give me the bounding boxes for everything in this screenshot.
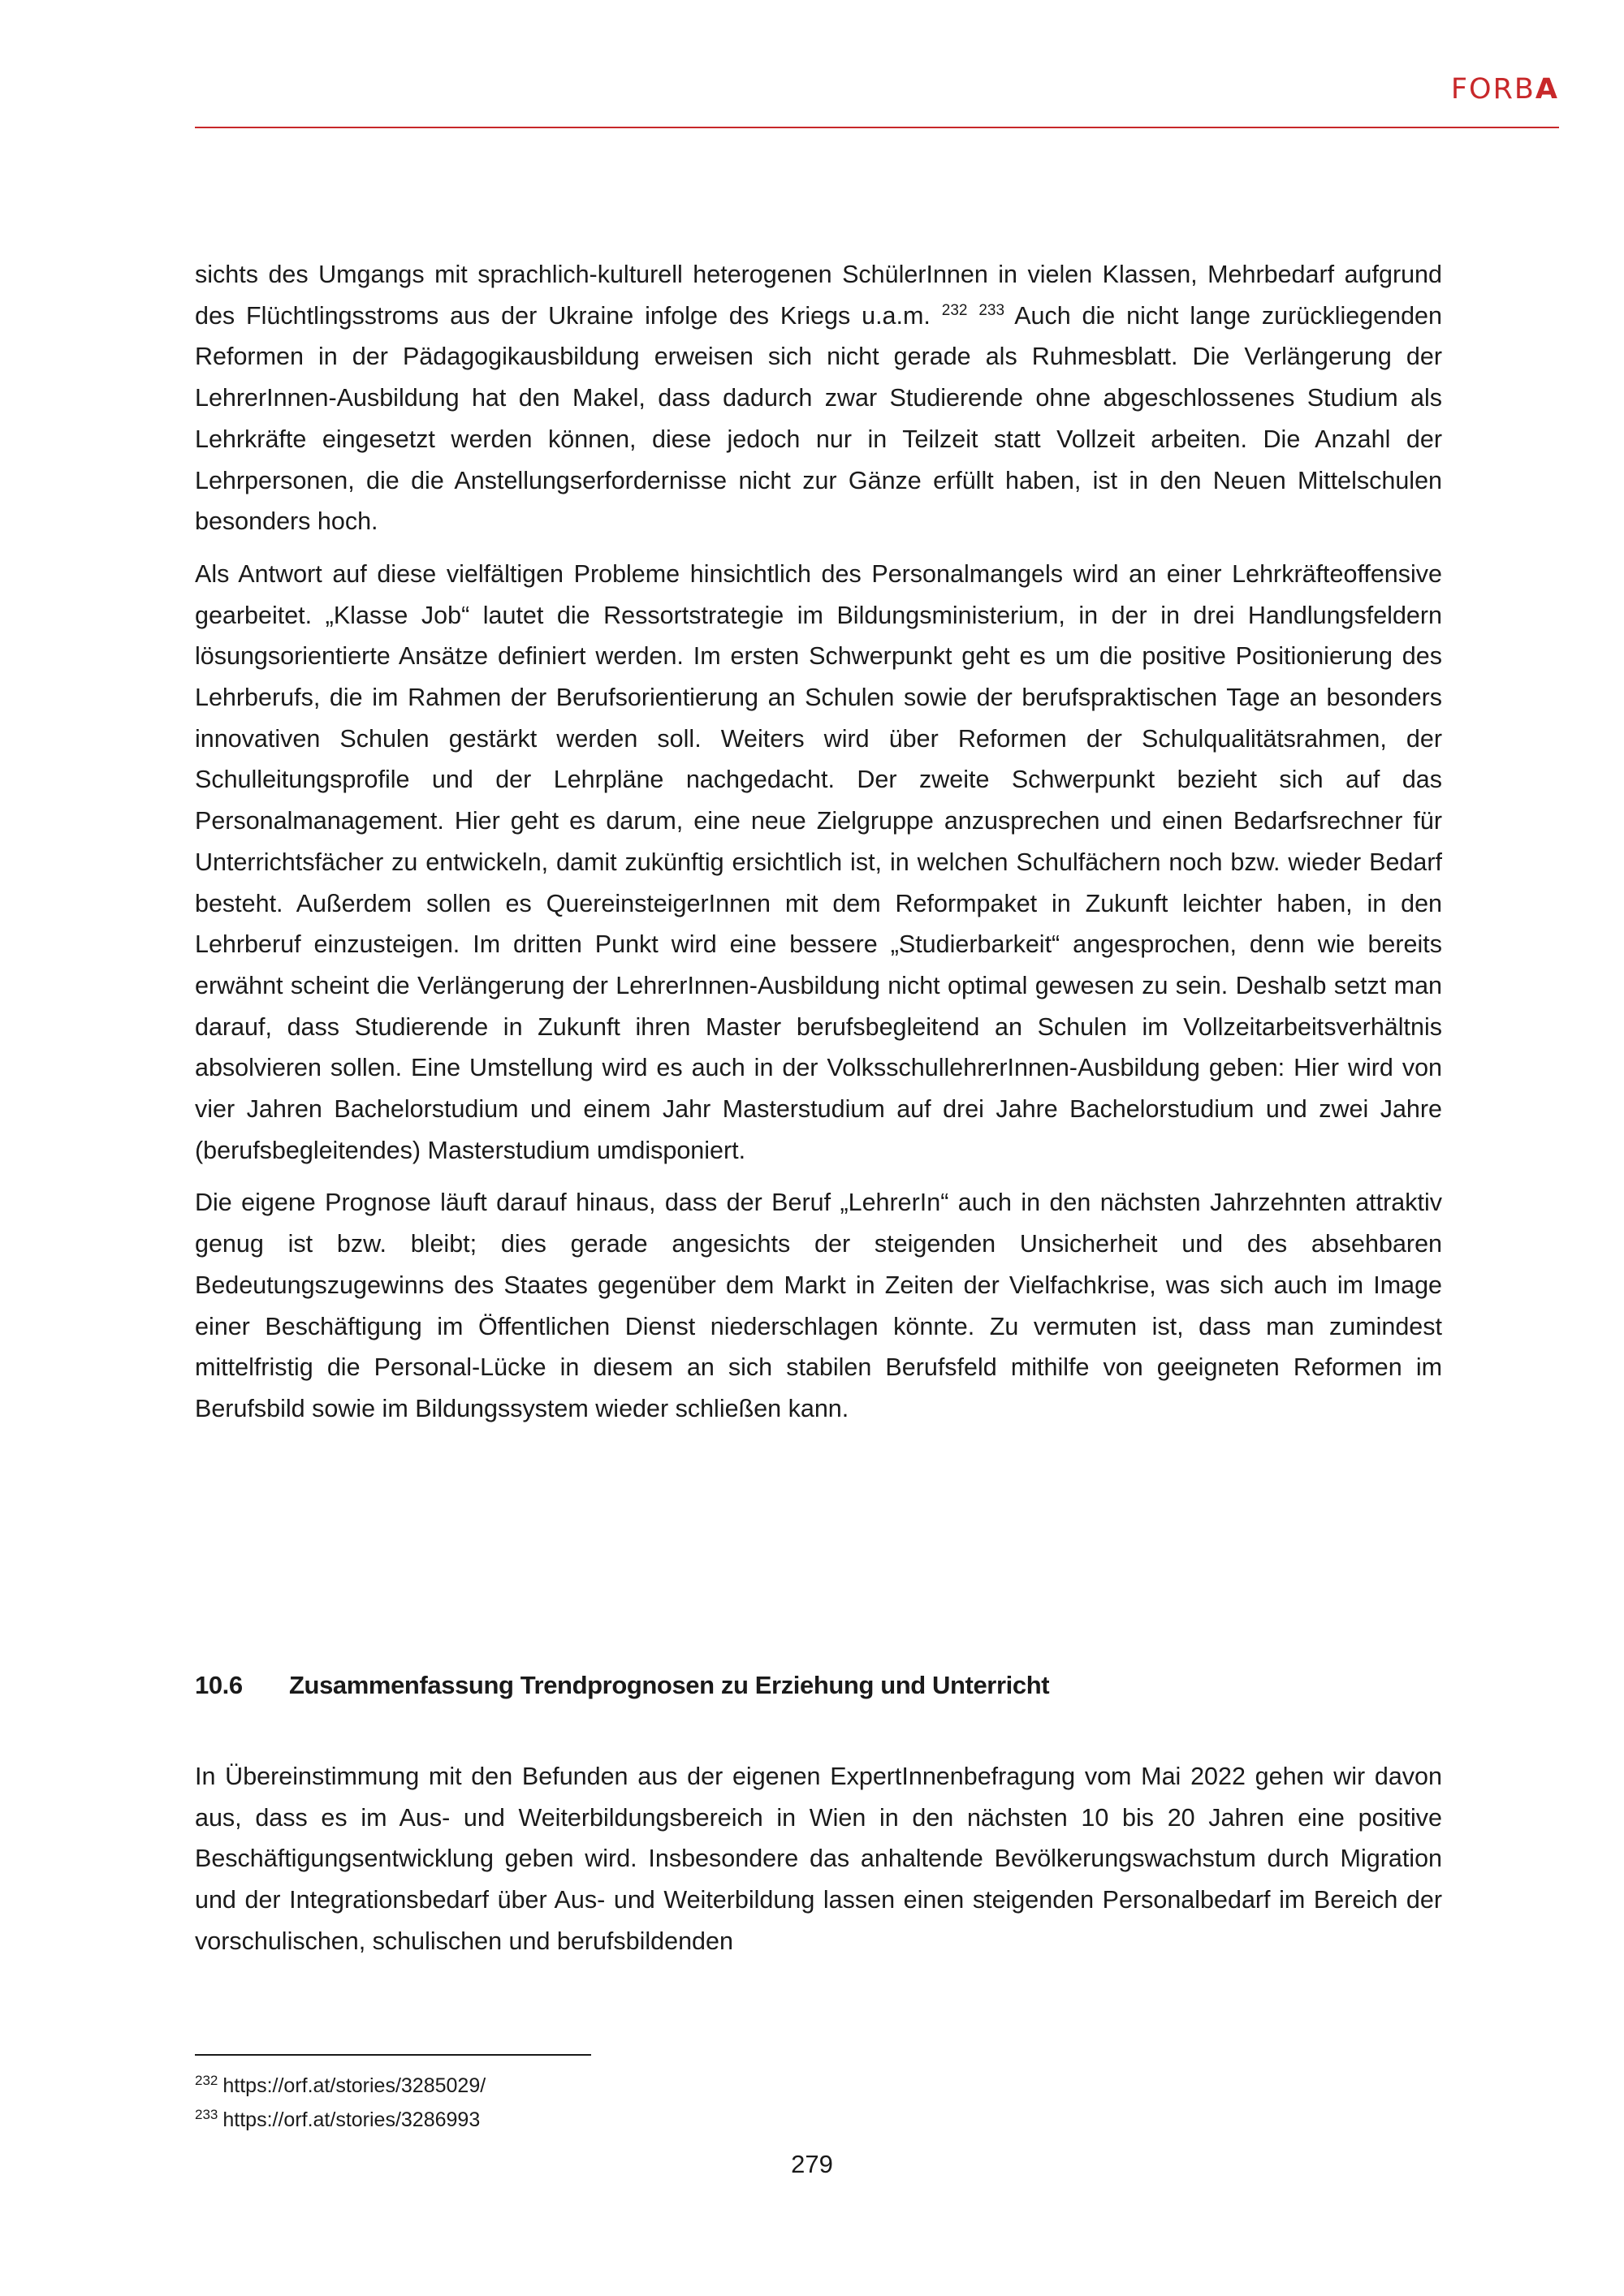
footnote-number: 233 (195, 2107, 218, 2122)
paragraph-3: Die eigene Prognose läuft darauf hinaus, dass der Beruf „LehrerIn“ auch in den nächsten Jahrzehnten attraktiv genug ist bzw. bleibt; dies gerade angesichts der steigenden Unsicherheit und des absehbaren Bedeutungszugewinns des Staates gegenüber dem Markt in Zeiten der Vielfachkrise, was sich auch im Image einer Beschäftigung im Öffentlichen Dienst niederschlagen könnte. Zu vermuten ist, dass man zumindest mittelfristig die Personal-Lücke in diesem an sich stabilen Berufsfeld mithilfe von geeigneten Reformen im Berufsbild sowie im Bildungssystem wieder schließen kann. (195, 1189, 1442, 1422)
section-paragraph-1: In Übereinstimmung mit den Befunden aus der eigenen ExpertInnenbefragung vom Mai 2022 gehen wir davon aus, dass es im Aus- und Weiterbildungsbereich in Wien in den nächsten 10 bis 20 Jahren eine positive Beschäftigungsentwicklung geben wird. Insbesondere das anhaltende Bevölkerungswachstum durch Migration und der Integrationsbedarf über Aus- und Weiterbildung lassen einen steigenden Personalbedarf im Bereich der vorschulischen, schulischen und berufsbildenden (195, 1763, 1442, 1955)
section-number: 10.6 (195, 1671, 243, 1699)
paragraph-1 (195, 254, 1442, 542)
footnote-232 (195, 2069, 1007, 2103)
paragraph-1-text-continued: Auch die nicht lange zurückliegenden Reformen in der Pädagogikausbildung erweisen sich nicht gerade als Ruhmesblatt. Die Verlängerung der LehrerInnen-Ausbildung hat den Makel, dass dadurch zwar Studierende ohne abgeschlossenes Studium als Lehrkräfte eingesetzt werden können, diese jedoch nur in Teilzeit statt Vollzeit arbeiten. Die Anzahl der Lehrpersonen, die die Anstellungserfordernisse nicht zur Gänze erfüllt haben, ist in den Neuen Mittelschulen besonders hoch. (195, 301, 1442, 536)
footnote-ref-233[interactable]: 233 (978, 301, 1005, 319)
footnote-divider (195, 2054, 591, 2056)
section-text (195, 1756, 1442, 1974)
section-heading (195, 1671, 1442, 1700)
forba-logo (1451, 73, 1559, 106)
main-text (195, 254, 1442, 1441)
footnotes (195, 2069, 1007, 2137)
paragraph-2: Als Antwort auf diese vielfältigen Probleme hinsichtlich des Personalmangels wird an einer Lehrkräfteoffensive gearbeitet. „Klasse Job“ lautet die Ressortstrategie im Bildungsministerium, in der in drei Handlungsfeldern lösungsorientierte Ansätze definiert werden. Im ersten Schwerpunkt geht es um die positive Positionierung des Lehrberufs, die im Rahmen der Berufsorientierung an Schulen sowie der berufspraktischen Tage an besonders innovativen Schulen gestärkt werden soll. Weiters wird über Reformen der Schulqualitätsrahmen, der Schulleitungsprofile und der Lehrpläne nachgedacht. Der zweite Schwerpunkt bezieht sich auf das Personalmanagement. Hier geht es darum, eine neue Zielgruppe anzusprechen und einen Bedarfsrechner für Unterrichtsfächer zu entwickeln, damit zukünftig ersichtlich ist, in welchen Schulfächern noch bzw. wieder Bedarf besteht. Außerdem sollen es QuereinsteigerInnen mit dem Reformpaket in Zukunft leichter haben, in den Lehrberuf einzusteigen. Im dritten Punkt wird eine bessere „Studierbarkeit“ angesprochen, denn wie bereits erwähnt scheint die Verlängerung der LehrerInnen-Ausbildung nicht optimal gewesen zu sein. Deshalb setzt man darauf, dass Studierende in Zukunft ihren Master berufsbegleitend an Schulen im Vollzeitarbeitsverhältnis absolvieren sollen. Eine Umstellung wird es auch in der VolksschullehrerInnen-Ausbildung geben: Hier wird von vier Jahren Bachelorstudium und einem Jahr Masterstudium auf drei Jahre Bachelorstudium und zwei Jahre (berufsbegleitendes) Masterstudium umdisponiert. (195, 559, 1442, 1164)
paragraph-1-text: sichts des Umgangs mit sprachlich-kulturell heterogenen SchülerInnen in vielen Klassen, Mehrbedarf aufgrund des Flüchtlingsstroms aus der Ukraine infolge des Kriegs u.a.m. (195, 261, 1442, 330)
footnote-233 (195, 2103, 1007, 2137)
section-title: Zusammenfassung Trendprognosen zu Erziehung und Unterricht (289, 1671, 1050, 1699)
footnote-ref-232[interactable]: 232 (941, 301, 968, 319)
logo-text-suffix: A (1535, 73, 1559, 106)
logo-text-prefix: FORB (1450, 73, 1535, 106)
footnote-link[interactable]: https://orf.at/stories/3286993 (222, 2108, 481, 2131)
page-number: 279 (791, 2150, 833, 2178)
footnote-link[interactable]: https://orf.at/stories/3285029/ (222, 2074, 486, 2097)
footnote-number: 232 (195, 2073, 218, 2088)
header-divider (195, 127, 1559, 128)
